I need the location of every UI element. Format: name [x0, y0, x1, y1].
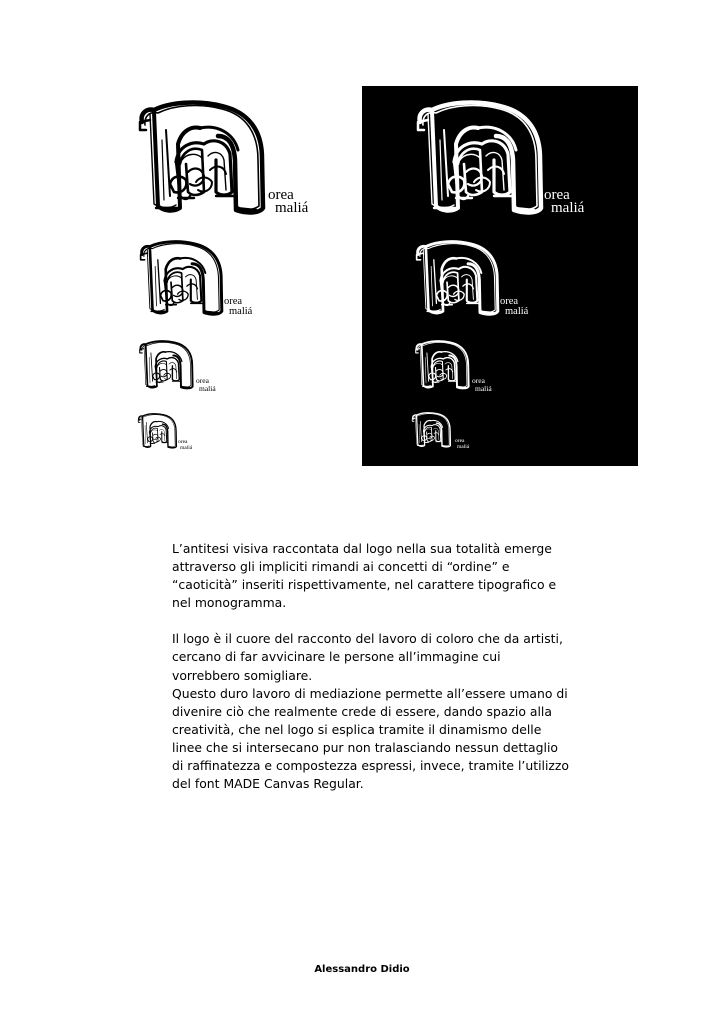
logo-wordmark — [268, 187, 309, 216]
logo-dark-medium — [138, 240, 268, 325]
monogram-m-icon — [414, 340, 472, 391]
body-text — [172, 540, 572, 793]
wordmark-orea: orea — [224, 296, 243, 307]
wordmark-malia: maliá — [475, 383, 492, 393]
wordmark-orea: orea — [472, 376, 485, 385]
wordmark-malia: maliá — [505, 305, 529, 317]
monogram-m-icon — [136, 100, 270, 218]
logo-wordmark — [500, 296, 529, 317]
wordmark-orea: orea — [455, 438, 465, 444]
wordmark-malia: maliá — [199, 383, 216, 393]
author-name: Alessandro Didio — [314, 964, 410, 975]
logo-light-tiny — [411, 412, 481, 454]
wordmark-malia: maliá — [275, 200, 309, 216]
wordmark-malia: maliá — [551, 200, 585, 216]
logo-wordmark — [196, 376, 216, 393]
logo-wordmark — [224, 296, 253, 317]
logo-wordmark — [178, 439, 193, 451]
logo-light-large — [414, 100, 594, 220]
paragraph-1: L’antitesi visiva raccontata dal logo nella sua totalità emerge attraverso gli impliciti rimandi ai concetti di “ordine” e “caoticità” inseriti rispettivamente, nel carattere tipografico e nel monogramma. — [172, 541, 557, 611]
logo-dark-tiny — [137, 413, 207, 455]
monogram-m-icon — [138, 240, 226, 318]
monogram-m-icon — [138, 340, 196, 391]
wordmark-orea: orea — [500, 296, 519, 307]
wordmark-orea: orea — [268, 187, 294, 203]
wordmark-malia: maliá — [229, 305, 253, 317]
logo-light-medium — [414, 240, 544, 325]
wordmark-orea: orea — [544, 187, 570, 203]
paragraph-3: Questo duro lavoro di mediazione permette all’essere umano di divenire ciò che realmente crede di essere, dando spazio alla creatività, che nel logo si esplica tramite il dinamismo delle linee che si intersecano pur non tralasciando nessun dettaglio di raffinatezza e compostezza espressi, invece, tramite l’utilizzo del font MADE Canvas Regular. — [172, 685, 569, 792]
wordmark-malia: maliá — [457, 443, 470, 450]
logo-wordmark — [455, 438, 470, 450]
logo-light-small — [414, 340, 504, 400]
paragraph-2: Il logo è il cuore del racconto del lavoro di coloro che da artisti, cercano di far avvicinare le persone all’immagine cui vorrebbero somigliare. — [172, 631, 563, 683]
monogram-m-icon — [414, 100, 548, 218]
logo-dark-small — [138, 340, 228, 400]
logo-wordmark — [472, 376, 492, 393]
monogram-m-icon — [411, 412, 453, 449]
monogram-m-icon — [137, 413, 179, 450]
wordmark-malia: maliá — [180, 444, 193, 451]
wordmark-orea: orea — [196, 376, 209, 385]
monogram-m-icon — [414, 240, 502, 318]
logo-dark-large — [136, 100, 316, 220]
wordmark-orea: orea — [178, 439, 188, 445]
logo-wordmark — [544, 187, 585, 216]
